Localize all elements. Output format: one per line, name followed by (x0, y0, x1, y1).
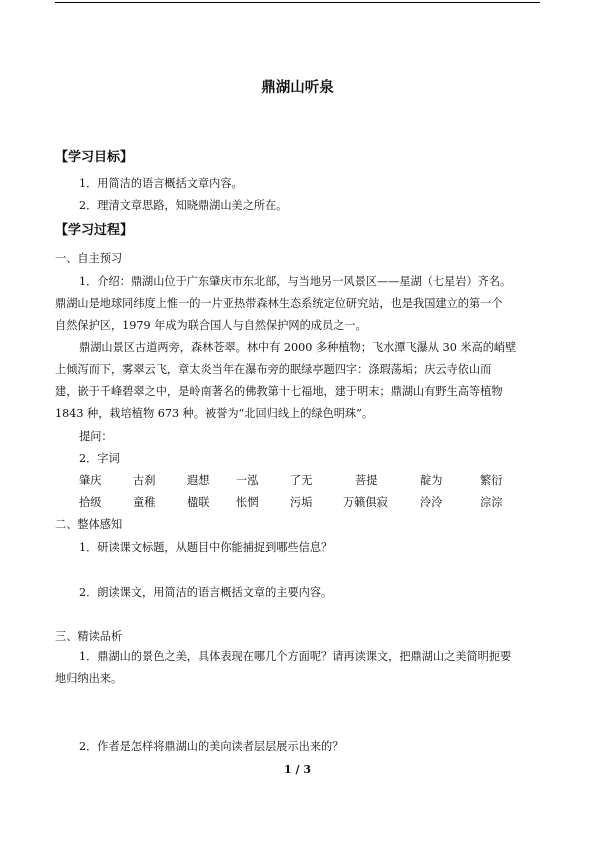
page-title: 鼎湖山听泉 (261, 80, 334, 96)
intro-line: 1．介绍：鼎湖山位于广东肇庆市东北部，与当地另一风景区——星湖（七星岩）齐名。 (79, 275, 512, 288)
question-item: 1．鼎湖山的景色之美，具体表现在哪几个方面呢？请再读课文，把鼎湖山之美简明扼要 (79, 650, 512, 663)
goal-item: 2．理清文章思路，知晓鼎湖山美之所在。 (79, 199, 288, 212)
intro-line: 鼎湖山景区古道两旁，森林苍翠。林中有 2000 多种植物；飞水潭飞瀑从 30 米高的峭壁 (79, 341, 517, 354)
vocab-word: 靛为 (420, 474, 443, 487)
section-title: 一、自主预习 (55, 252, 123, 265)
top-rule (55, 2, 540, 3)
process-header: 【学习过程】 (55, 223, 134, 238)
vocab-word: 菩提 (355, 474, 378, 487)
question-item: 地归纳出来。 (55, 672, 123, 685)
question-item: 2．作者是怎样将鼎湖山的美向读者层层展示出来的？ (79, 740, 344, 753)
section-title: 三、精读品析 (55, 630, 123, 643)
vocab-word: 淙淙 (480, 496, 503, 509)
vocab-word: 肇庆 (79, 474, 102, 487)
vocab-word: 了无 (290, 474, 313, 487)
question-item: 2．朗读课文，用简洁的语言概括文章的主要内容。 (79, 586, 333, 599)
vocab-word: 万籁俱寂 (343, 496, 388, 509)
vocab-word: 污垢 (290, 496, 313, 509)
intro-line: 建，嵌于千峰碧翠之中，是岭南著名的佛教第十七福地，建于明末；鼎湖山有野生高等植物 (55, 385, 503, 398)
intro-line: 鼎湖山是地球同纬度上惟一的一片亚热带森林生态系统定位研究站，也是我国建立的第一个 (55, 297, 503, 310)
vocab-word: 楹联 (187, 496, 210, 509)
vocab-word: 童稚 (133, 496, 156, 509)
question-label: 提问： (79, 430, 113, 443)
vocab-word: 一泓 (236, 474, 259, 487)
vocab-word: 繁衍 (480, 474, 503, 487)
intro-line: 1843 种，栽培植物 673 种。被誉为“北回归线上的绿色明珠”。 (55, 407, 374, 420)
vocab-word: 怅惘 (236, 496, 259, 509)
page-number: 1 / 3 (284, 763, 311, 776)
goal-item: 1．用简洁的语言概括文章内容。 (79, 177, 243, 190)
intro-line: 上倾泻而下，雾翠云飞，章太炎当年在瀑布旁的眠绿亭题四字：涤瑕荡垢；庆云寺依山而 (55, 363, 492, 376)
vocab-word: 古刹 (133, 474, 156, 487)
goals-header: 【学习目标】 (55, 150, 134, 165)
vocab-word: 拾级 (79, 496, 102, 509)
question-item: 1．研读课文标题，从题目中你能捕捉到哪些信息？ (79, 541, 333, 554)
intro-line: 自然保护区，1979 年成为联合国人与自然保护网的成员之一。 (55, 319, 367, 332)
vocab-word: 泠泠 (420, 496, 443, 509)
vocab-title: 2．字词 (79, 452, 120, 465)
section-title: 二、整体感知 (55, 518, 123, 531)
vocab-word: 遐想 (187, 474, 210, 487)
